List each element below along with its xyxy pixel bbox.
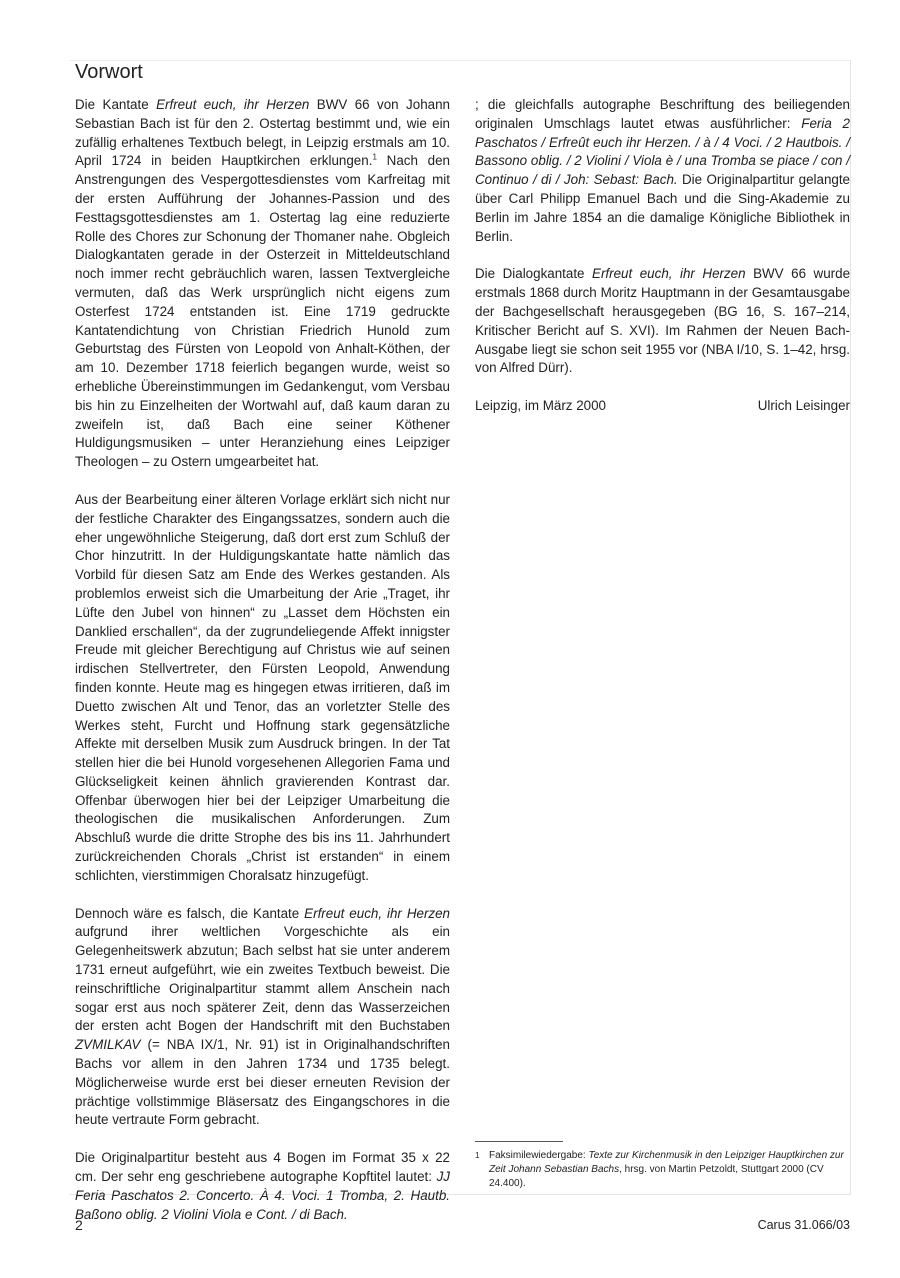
text-run: Die Kantate (75, 97, 157, 112)
footnote (475, 1149, 850, 1191)
paragraph-3 (75, 905, 450, 1131)
footnote-number: 1 (475, 1151, 480, 1160)
page-title: Vorwort (75, 61, 143, 83)
signature-line (475, 397, 850, 416)
watermark-letters: ZVMILKAV (75, 1037, 141, 1053)
left-column (75, 96, 450, 1224)
footnote-divider (475, 1141, 563, 1142)
footnote-ref: 1 (372, 152, 377, 162)
paragraph-1 (75, 96, 450, 472)
footnote-text (489, 1149, 847, 1191)
text-run: Faksimilewiedergabe: (489, 1150, 589, 1161)
work-title: Erfreut euch, ihr Herzen (156, 97, 310, 112)
text-run: aufgrund ihrer weltlichen Vorgeschichte als ein Gelegenheitswerk abzutun; Bach selbst hat sie unter anderem 1731 erneut aufgeführt, wie ein zweites Textbuch beweist. Die reinschriftliche Originalpartitur stammt allem Anschein nach sogar erst aus noch späterer Zeit, denn das Wasserzeichen der ersten acht Bogen der Handschrift mit den Buchstaben (75, 924, 450, 1034)
place-date: Leipzig, im März 2000 (475, 398, 606, 414)
text-run: Die Originalpartitur besteht aus 4 Bogen im Format 35 x 22 cm. Der sehr eng geschriebene autographe Kopftitel lautet: (75, 1150, 450, 1185)
text-run: BWV 66 wurde erstmals 1868 durch Moritz Hauptmann in der Gesamtausgabe der Bachgesellschaft herausgegeben (BG 16, S. 167–214, Kritischer Bericht auf S. XVI). Im Rahmen der Neuen Bach-Ausgabe liegt sie schon seit 1955 vor (NBA I/10, S. 1–42, hrsg. von Alfred Dürr). (475, 266, 851, 376)
text-run: Nach den Anstrengungen des Vespergottesdienstes vom Karfreitag mit der ersten Aufführung der Johannes-Passion und des Festtagsgottesdienstes am 1. Ostertag lag eine reduzierte Rolle des Chores zur Schonung der Thomaner nahe. Obgleich Dialogkantaten gerade in der Osterzeit in Mitteldeutschland noch immer recht gebräuchlich waren, lassen Textvergleiche vermuten, daß das Werk ursprünglich nicht eigens zum Osterfest 1724 entstanden ist. Eine 1719 gedruckte Kantatendichtung von Christian Friedrich Hunold zum Geburtstag des Fürsten von Leopold von Anhalt-Köthen, der am 10. Dezember 1718 feierlich begangen wurde, weist so erhebliche Übereinstimmungen im Gedankengut, vom Versbau bis hin zu Einzelheiten der Wortwahl auf, daß kaum daran zu zweifeln ist, daß Bach eine seiner Köthener Huldigungsmusiken – unter Heranziehung eines Leipziger Theologen – zu Ostern umgearbeitet hat. (75, 153, 451, 470)
paragraph-5 (475, 265, 850, 378)
cover-inscription: Feria 2 Paschatos / Erfreût euch ihr Herzen. / à / 4 Voci. / 2 Hautbois. / Bassono oblig. / 2 Violini / Viola è / una Tromba se piace / con / Continuo / di / Joh: Sebast: Bach. (475, 115, 850, 188)
text-run: BWV 66 von Johann Sebastian Bach ist für den 2. Ostertag bestimmt und, wie ein zufällig erhaltenes Textbuch belegt, in Leipzig erstmals am 10. April 1724 in beiden Hauptkirchen erklungen. (75, 97, 450, 169)
work-title: Erfreut euch, ihr Herzen (592, 266, 746, 282)
text-run: , hrsg. von Martin Petzoldt, Stuttgart 2000 (CV 24.400). (489, 1164, 824, 1189)
paragraph-4-continued (475, 96, 850, 246)
paragraph-2: Aus der Bearbeitung einer älteren Vorlage erklärt sich nicht nur der festliche Charakter des Eingangssatzes, sondern auch die eher ungewöhnliche Steigerung, daß dort erst zum Schluß der Chor hinzutritt. In der Huldigungskantate hatte nämlich das Vorbild für diesen Satz am Ende des Werkes gestanden. Als problemlos erweist sich die Umarbeitung der Arie „Traget, ihr Lüfte den Jubel von hinnen“ zu „Lasset dem Höchsten ein Danklied erschallen“, da der zugrundeliegende Affekt innigster Freude mit gleicher Berechtigung auf Christus wie auf seinen irdischen Stellvertreter, den Fürsten Leopold, Anwendung finden konnte. Heute mag es hingegen etwas irritieren, daß im Duetto zwischen Alt und Tenor, das an vorletzter Stelle des Werkes steht, Furcht und Hoffnung stark gegensätzliche Affekte mit derselben Musik zum Ausdruck bringen. In der Tat stellen hier die bei Hunold vorgesehenen Allegorien Fama und Glückseligkeit keinen ähnlich gravierenden Kontrast dar. Offenbar überwogen hier bei der Leipziger Umarbeitung die theologischen die musikalischen Anforderungen. Zum Abschluß wurde die dritte Strophe des bis ins 11. Jahrhundert zurückreichenden Chorals „Christ ist erstanden“ in einem schlichten, vierstimmigen Choralsatz hinzugefügt. (75, 491, 450, 883)
text-run: Die Originalpartitur gelangte über Carl Philipp Emanuel Bach und die Sing-Akademie zu Berlin im Jahre 1854 an die damalige Königliche Bibliothek in Berlin. (475, 172, 851, 244)
text-run: Dennoch wäre es falsch, die Kantate (75, 905, 305, 921)
paragraph-4-start (75, 1149, 450, 1224)
text-run: Die Dialogkantate (475, 266, 593, 282)
text-run: (= NBA IX/1, Nr. 91) ist in Originalhandschriften Bachs vor allem in den Jahren 1734 und 1735 belegt. Möglicherweise wurde erst bei dieser erneuten Revision der prächtige vollstimmige Bläsersatz des Eingangschores in die heute vertraute Form gebracht. (75, 1037, 450, 1128)
text-run: ; die gleichfalls autographe Beschriftung des beiliegenden originalen Umschlags lautet etwas ausführlicher: (475, 97, 850, 131)
autograph-title: JJ Feria Paschatos 2. Concerto. À 4. Voci. 1 Tromba, 2. Hautb. Baßono oblig. 2 Violini Viola e Cont. / di Bach. (75, 1169, 450, 1222)
work-title: Erfreut euch, ihr Herzen (304, 905, 450, 921)
author-name: Ulrich Leisinger (757, 398, 850, 414)
book-title: Texte zur Kirchenmusik in den Leipziger Hauptkirchen zur Zeit Johann Sebastian Bachs (489, 1150, 844, 1175)
right-column (475, 96, 850, 435)
catalog-number: Carus 31.066/03 (757, 1218, 850, 1232)
page-number: 2 (75, 1217, 83, 1233)
